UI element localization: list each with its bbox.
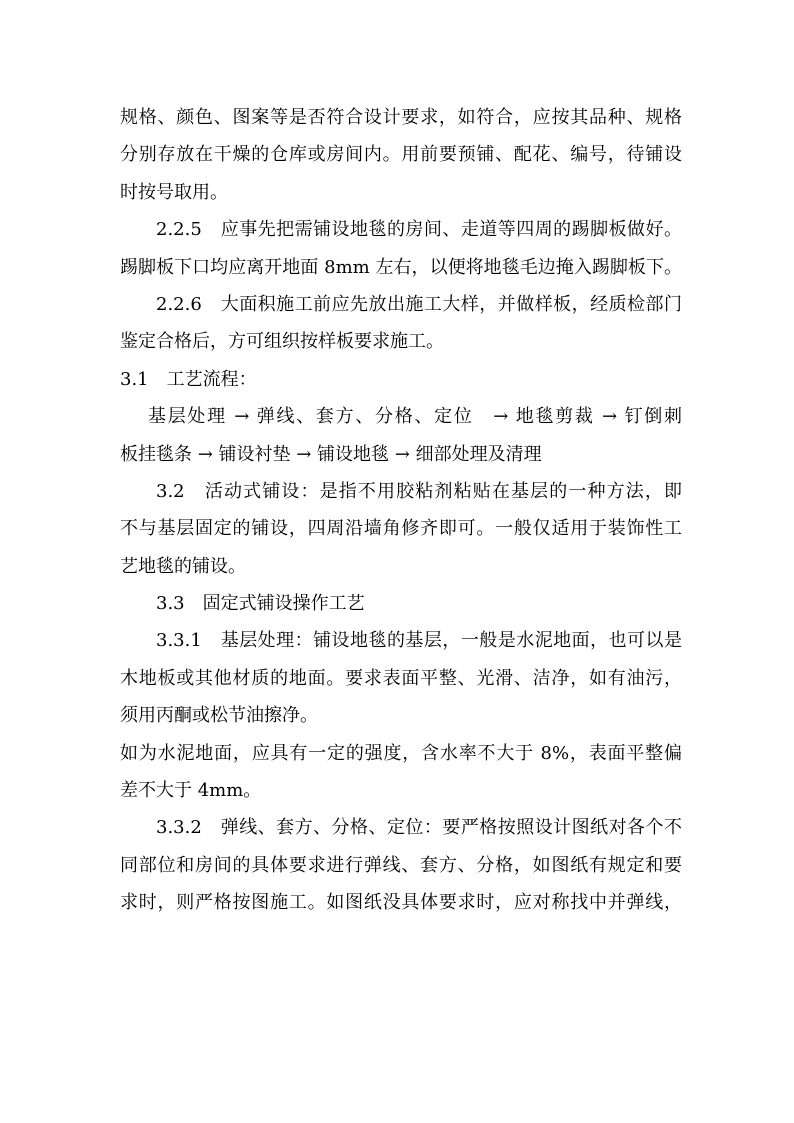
text-line: 不与基层固定的铺设，四周沿墙角修齐即可。一般仅适用于装饰性工 [120,518,682,540]
clause-3-3-1: 3.3.1 基层处理：铺设地毯的基层，一般是水泥地面，也可以是 [156,630,682,652]
text-line: 艺地毯的铺设。 [120,555,246,577]
text-line: 同部位和房间的具体要求进行弹线、套方、分格，如图纸有规定和要 [120,854,682,876]
text-line: 踢脚板下口均应离开地面 8mm 左右，以便将地毯毛边掩入踢脚板下。 [120,256,682,278]
text-line: 差不大于 4mm。 [120,780,262,802]
body-text [120,99,682,922]
section-heading-3-3: 3.3 固定式铺设操作工艺 [156,593,365,615]
clause-3-3-2: 3.3.2 弹线、套方、分格、定位：要严格按照设计图纸对各个不 [156,817,682,839]
text-line: 时按号取用。 [120,181,228,203]
process-flow-line: 板挂毯条 → 铺设衬垫 → 铺设地毯 → 细部处理及清理 [120,443,542,465]
process-flow-line: 基层处理 → 弹线、套方、分格、定位 → 地毯剪裁 → 钉倒刺 [148,406,682,428]
clause-2-2-5: 2.2.5 应事先把需铺设地毯的房间、走道等四周的踢脚板做好。 [156,219,682,241]
clause-3-2: 3.2 活动式铺设：是指不用胶粘剂粘贴在基层的一种方法，即 [156,480,682,502]
text-line: 求时，则严格按图施工。如图纸没具体要求时，应对称找中并弹线， [120,892,682,914]
text-line: 鉴定合格后，方可组织按样板要求施工。 [120,331,444,353]
clause-2-2-6: 2.2.6 大面积施工前应先放出施工大样，并做样板，经质检部门 [156,293,682,315]
section-heading-3-1: 3.1 工艺流程： [120,368,257,390]
text-line: 规格、颜色、图案等是否符合设计要求，如符合，应按其品种、规格 [120,107,682,128]
text-line: 如为水泥地面，应具有一定的强度，含水率不大于 8%，表面平整偏 [120,742,682,764]
text-line: 分别存放在干燥的仓库或房间内。用前要预铺、配花、编号，待铺设 [120,144,682,166]
text-line: 木地板或其他材质的地面。要求表面平整、光滑、洁净，如有油污， [120,667,682,689]
text-line: 须用丙酮或松节油擦净。 [120,705,318,727]
